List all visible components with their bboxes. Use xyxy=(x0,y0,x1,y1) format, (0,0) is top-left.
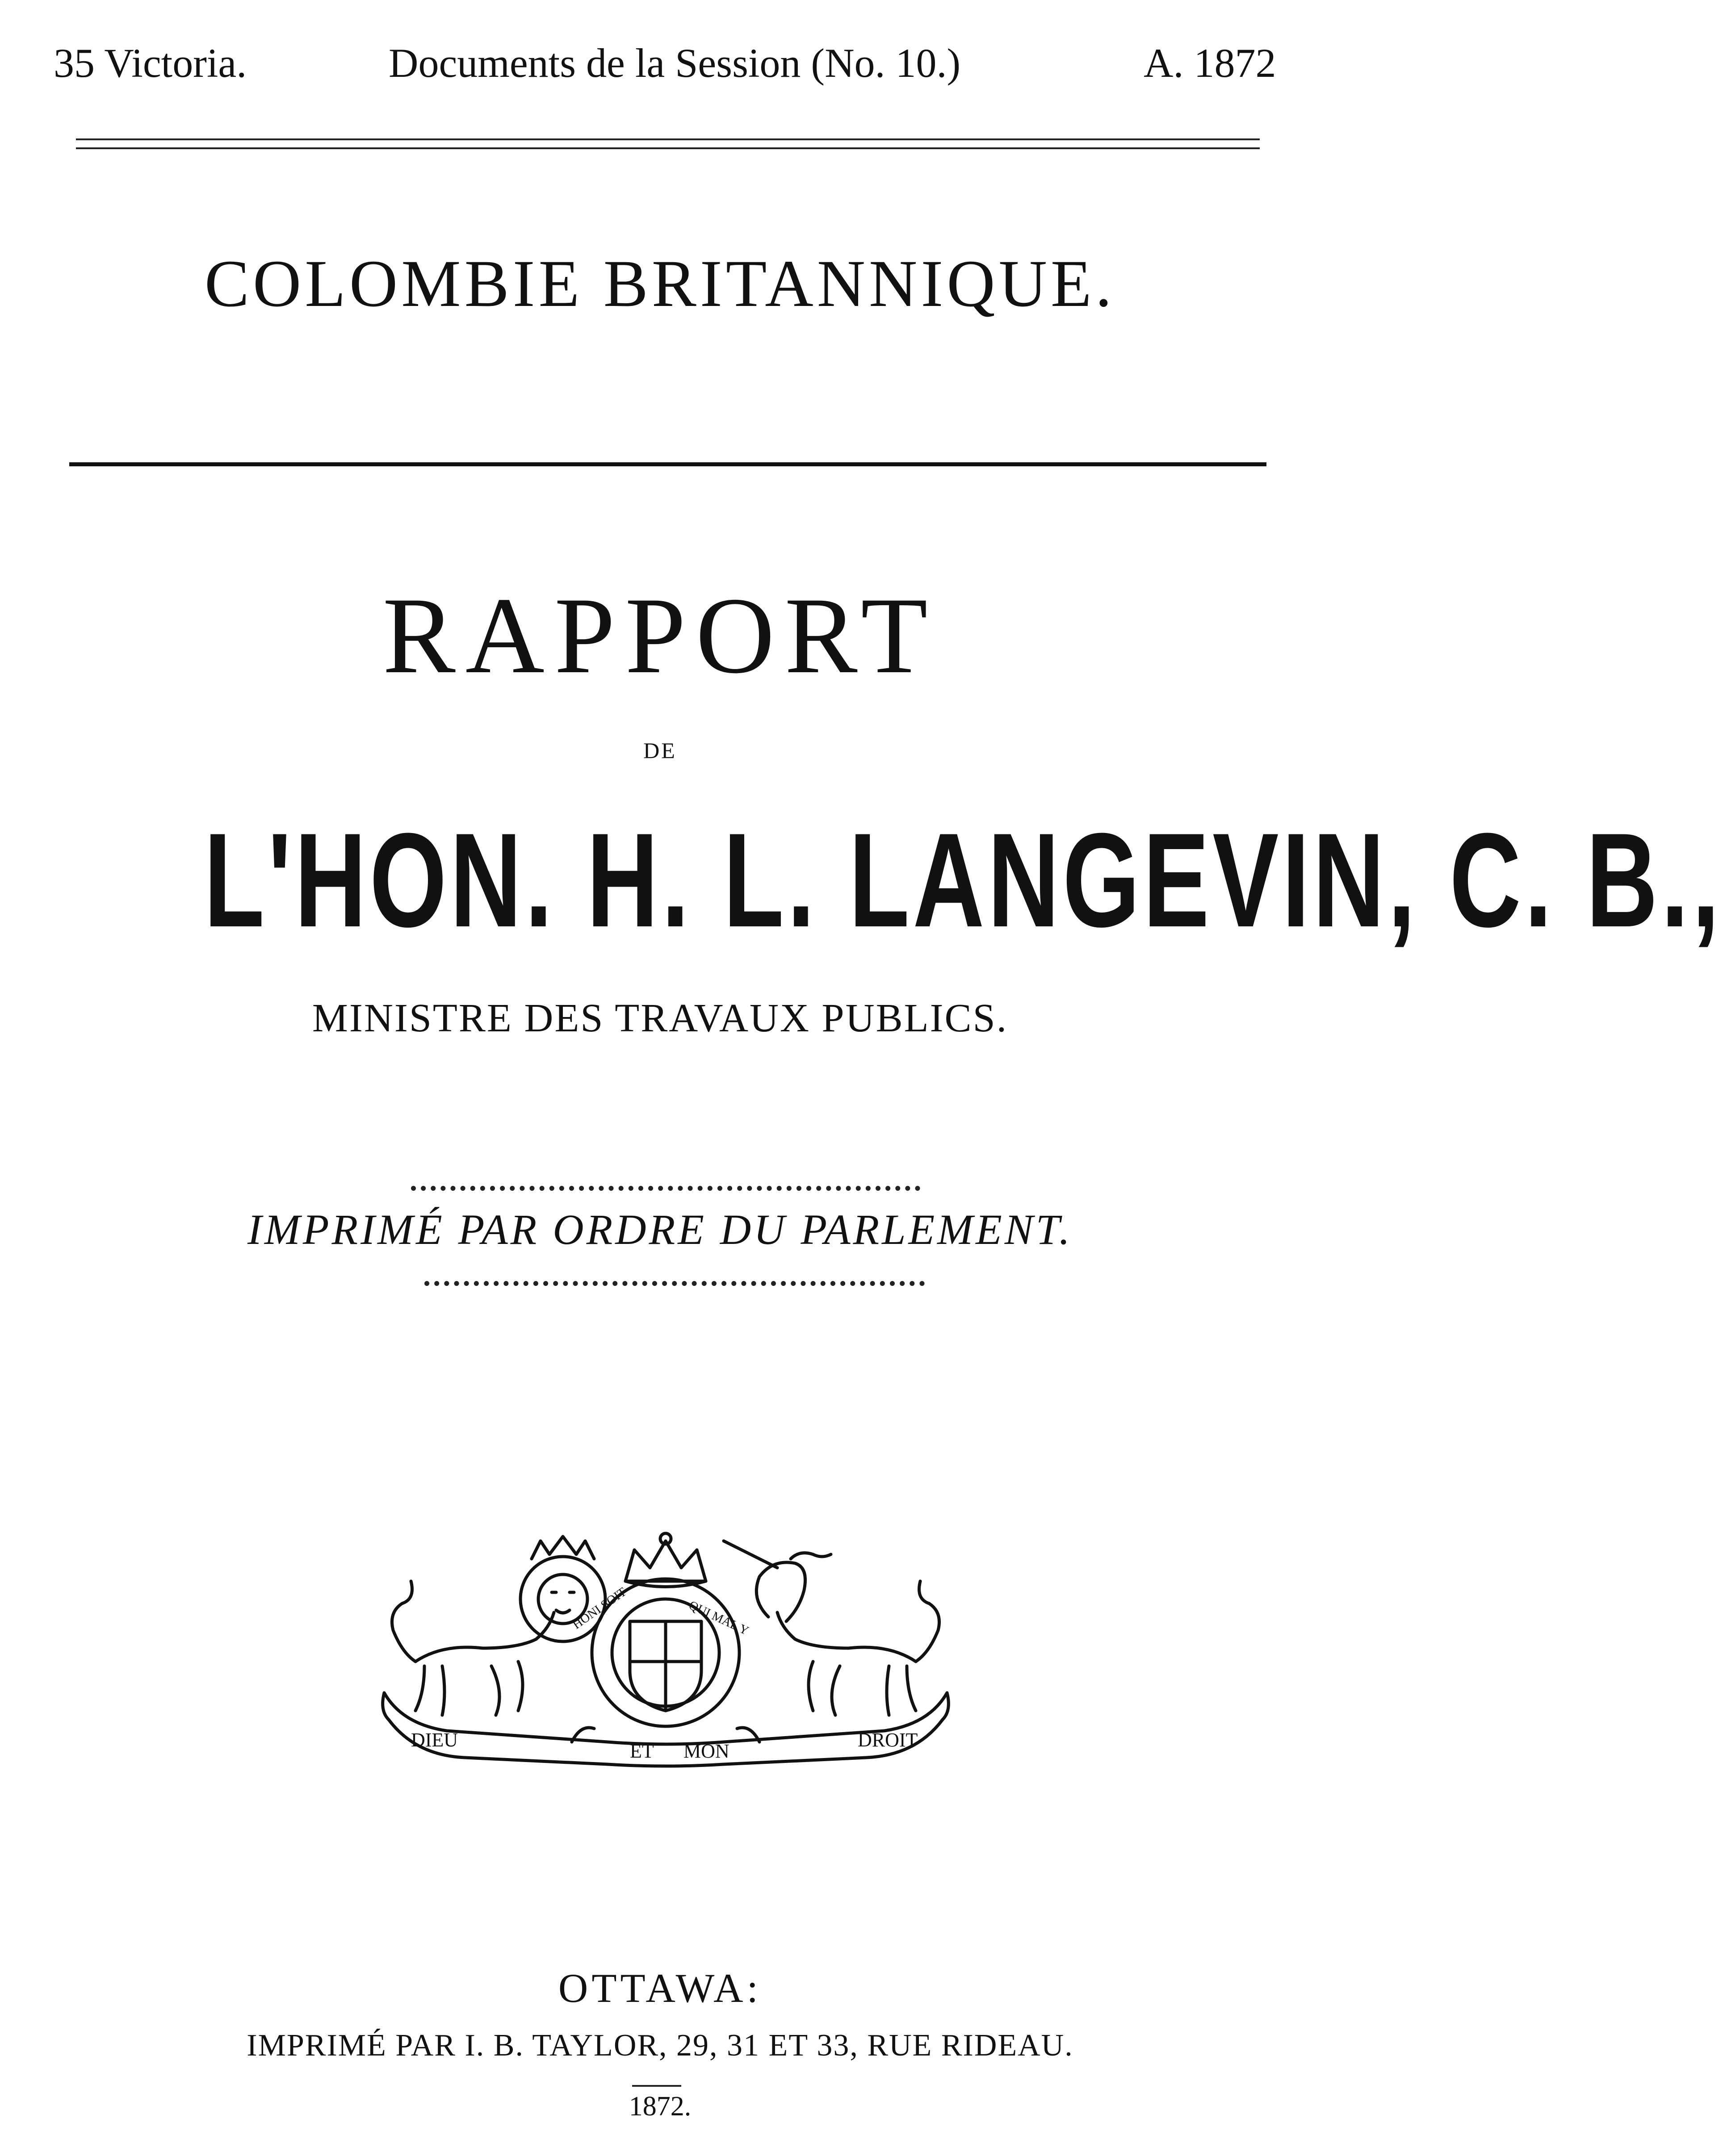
header-year: A. 1872 xyxy=(1144,40,1276,86)
header-volume: 35 Victoria. xyxy=(54,40,247,86)
report-author: L'HON. H. L. LANGEVIN, C. B., xyxy=(204,805,1723,955)
publication-printer: IMPRIMÉ PAR I. B. TAYLOR, 29, 31 ET 33, RUE RIDEAU. xyxy=(247,2028,1073,2063)
header-rule-top xyxy=(76,138,1260,140)
svg-text:QUI MAL Y: QUI MAL Y xyxy=(687,1598,751,1638)
publication-place: OTTAWA: xyxy=(558,1965,762,2011)
author-office: MINISTRE DES TRAVAUX PUBLICS. xyxy=(312,996,1008,1040)
dotted-rule-bottom xyxy=(424,1281,925,1286)
title-divider xyxy=(69,462,1266,466)
royal-coat-of-arms xyxy=(375,1532,956,1782)
svg-text:DROIT: DROIT xyxy=(858,1729,918,1751)
svg-text:MON: MON xyxy=(683,1740,729,1762)
svg-text:DIEU: DIEU xyxy=(411,1729,458,1751)
report-title: RAPPORT xyxy=(382,575,938,696)
header-rule-bottom xyxy=(76,147,1260,149)
svg-text:ET: ET xyxy=(630,1740,654,1762)
header-document-title: Documents de la Session (No. 10.) xyxy=(389,40,961,86)
report-preposition: DE xyxy=(643,738,677,763)
year-rule xyxy=(632,2085,681,2087)
dotted-rule-top xyxy=(411,1186,920,1191)
province-title: COLOMBIE BRITANNIQUE. xyxy=(204,247,1116,321)
imprint-order: IMPRIMÉ PAR ORDRE DU PARLEMENT. xyxy=(247,1206,1073,1253)
svg-text:HONI SOIT: HONI SOIT xyxy=(570,1585,629,1632)
publication-year: 1872. xyxy=(629,2091,692,2122)
